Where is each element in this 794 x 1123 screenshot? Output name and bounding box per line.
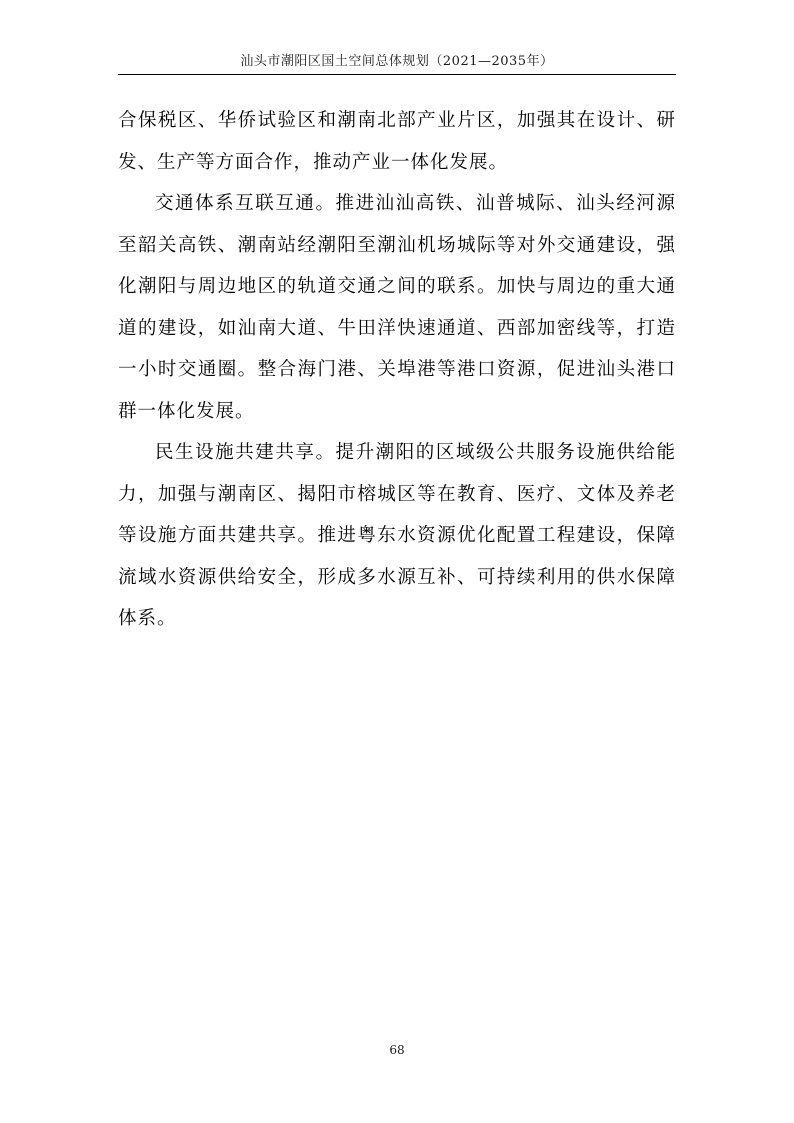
header-rule	[118, 74, 676, 75]
page-header-title: 汕头市潮阳区国土空间总体规划（2021—2035年）	[240, 54, 554, 69]
paragraph-transport: 交通体系互联互通。推进汕汕高铁、汕普城际、汕头经河源至韶关高铁、潮南站经潮阳至潮汕机场城际等对外交通建设，强化潮阳与周边地区的轨道交通之间的联系。加快与周边的重大通道的建设，如汕南大道、牛田洋快速通道、西部加密线等，打造一小时交通圈。整合海门港、关埠港等港口资源，促进汕头港口群一体化发展。	[118, 193, 676, 422]
paragraph-continued: 合保税区、华侨试验区和潮南北部产业片区，加强其在设计、研发、生产等方面合作，推动产业一体化发展。	[118, 110, 676, 173]
page-number: 68	[389, 1043, 405, 1057]
paragraph-public-services: 民生设施共建共享。提升潮阳的区域级公共服务设施供给能力，加强与潮南区、揭阳市榕城区等在教育、医疗、文体及养老等设施方面共建共享。推进粤东水资源优化配置工程建设，保障流域水资源供给安全，形成多水源互补、可持续利用的供水保障体系。	[118, 442, 676, 629]
body-text	[118, 100, 676, 640]
